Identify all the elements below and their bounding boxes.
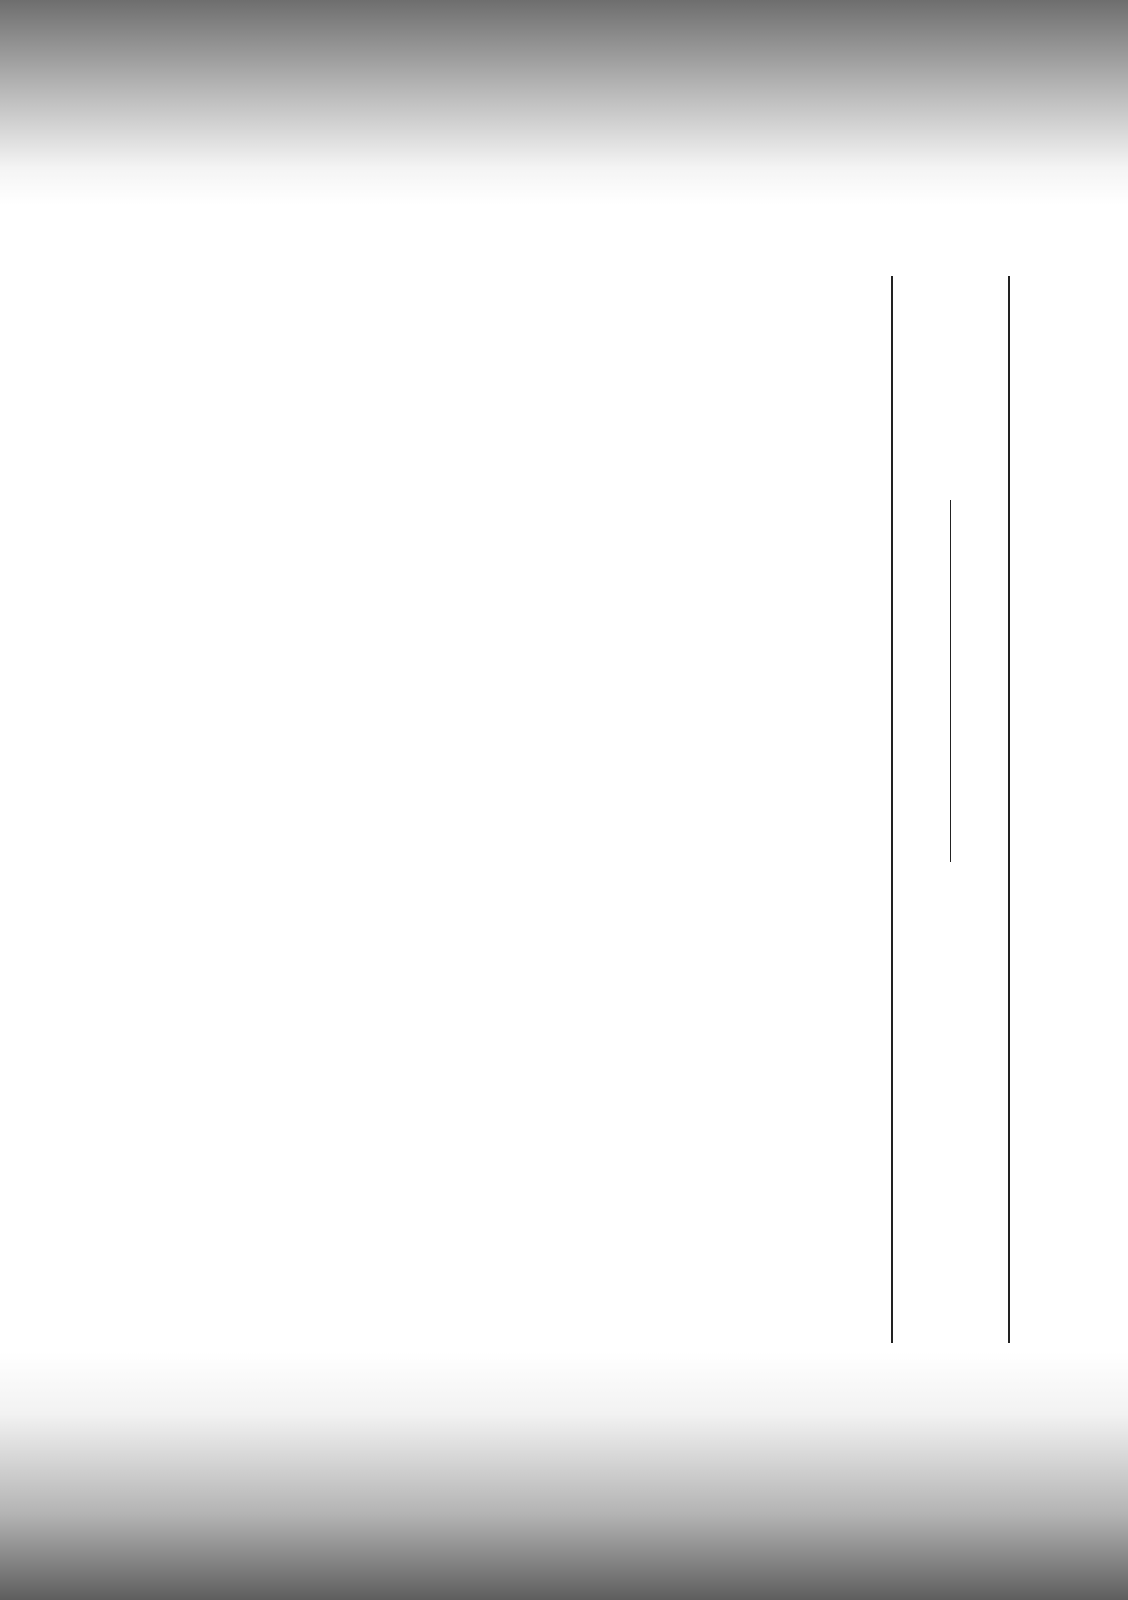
header-rule-right	[1008, 276, 1010, 1343]
bottom-decorative-band	[0, 1352, 1128, 1600]
heart-jewel-decoration	[0, 1352, 1128, 1600]
header-rule-left	[891, 276, 893, 1343]
top-decorative-band	[0, 0, 1128, 205]
title-author-dash	[950, 500, 951, 862]
heart-jewel-decoration	[0, 0, 1128, 205]
